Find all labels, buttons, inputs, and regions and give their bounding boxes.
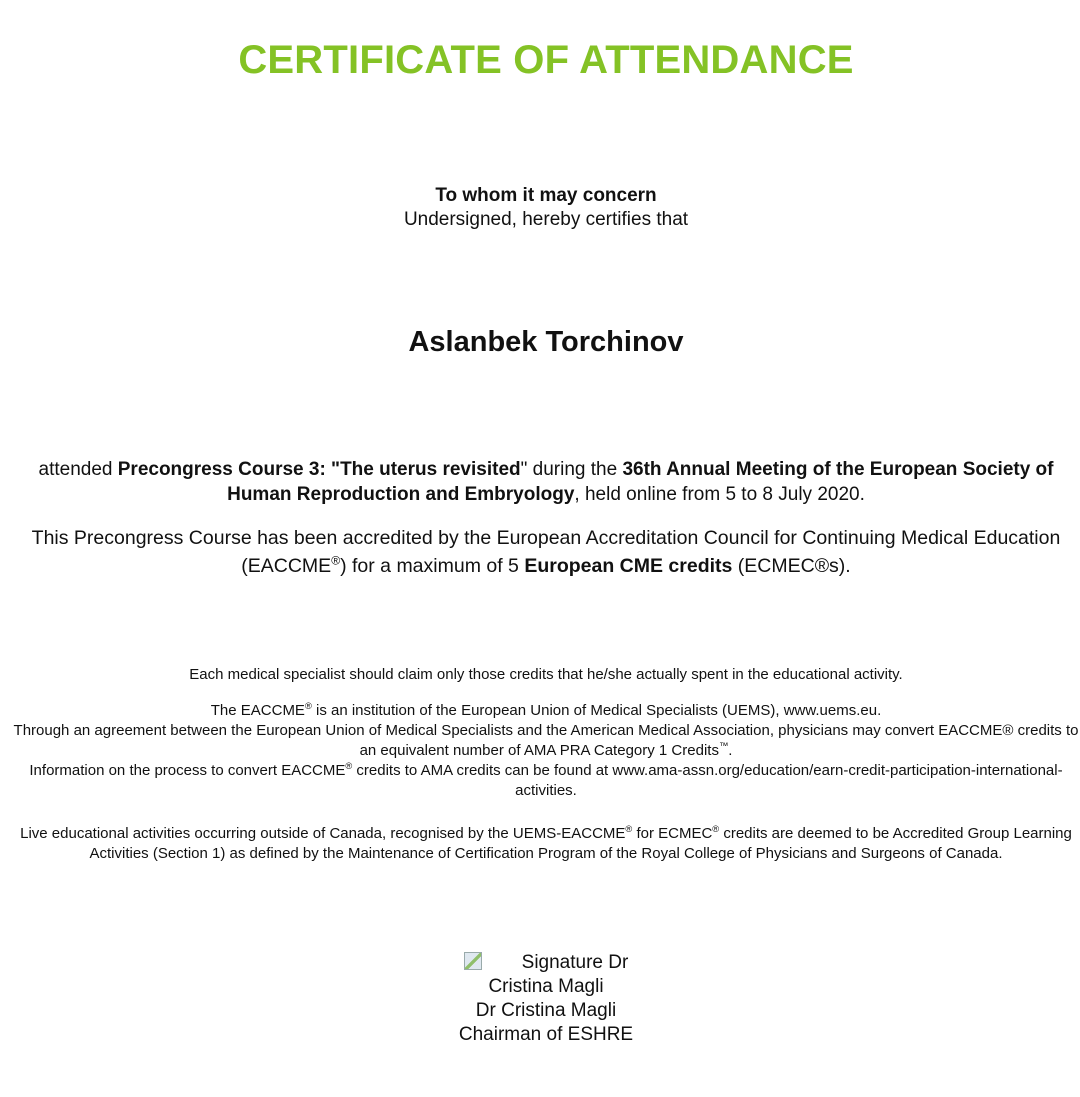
info-text-b: credits to AMA credits can be found at www.ama-assn.org/education/earn-credit-participation-international-activities. — [352, 762, 1063, 799]
agreement-text: Through an agreement between the European Union of Medical Specialists and the American Medical Association, physicians may convert EACCME® credits to an equivalent number of AMA PRA Category 1 Credits — [13, 722, 1079, 759]
info-text-a: Information on the process to convert EACCME — [29, 762, 346, 779]
accred-text-b: ) for a maximum of 5 — [340, 555, 525, 577]
live-text-c: credits are deemed to be Accredited Group Learning Activities (Section 1) as defined by the Maintenance of Certification Program of the Royal College of Physicians and Surgeons of Canada. — [89, 825, 1072, 862]
registered-mark: ® — [304, 701, 312, 711]
signature-block — [440, 951, 652, 1047]
agreement-line — [10, 721, 1080, 761]
signatory-name: Dr Cristina Magli — [475, 1000, 617, 1021]
accred-text-a: This Precongress Course has been accredited by the European Accreditation Council for Continuing Medical Education (EACCME — [31, 527, 1061, 577]
registered-mark: ® — [331, 553, 341, 568]
signature-alt-text: Signature Dr Cristina Magli — [488, 952, 629, 997]
canada-note — [10, 824, 1080, 864]
attendance-statement — [10, 458, 1080, 507]
accred-text-c: (ECMEC®s). — [732, 555, 851, 577]
registered-mark: ® — [625, 824, 633, 834]
held-text: , held online from 5 to 8 July 2020. — [574, 483, 865, 505]
meeting-name: 36th Annual Meeting of the European Society of Human Reproduction and Embryology — [227, 459, 1054, 505]
eaccme-text-a: The EACCME — [210, 702, 305, 719]
course-name: Precongress Course 3: "The uterus revisited — [117, 459, 521, 480]
certificate-title: CERTIFICATE OF ATTENDANCE — [238, 38, 854, 82]
cme-credits: European CME credits — [524, 555, 733, 577]
live-text-b: for ECMEC — [632, 825, 713, 842]
eaccme-line — [10, 701, 1080, 721]
broken-image-icon — [464, 952, 482, 970]
intro — [0, 184, 1080, 232]
signature-image — [440, 951, 652, 999]
registered-mark: ® — [345, 761, 353, 771]
accreditation-statement — [30, 524, 1062, 580]
trademark-mark: ™ — [718, 741, 729, 751]
agreement-period: . — [728, 742, 733, 759]
signatory-role: Chairman of ESHRE — [458, 1024, 634, 1045]
claim-note: Each medical specialist should claim only those credits that he/she actually spent in the educational activity. — [189, 666, 903, 683]
concern-line: To whom it may concern — [435, 185, 657, 206]
attended-text: attended — [38, 459, 118, 480]
registered-mark: ® — [712, 824, 720, 834]
eaccme-notes — [10, 701, 1080, 801]
info-line — [10, 761, 1080, 801]
certifies-line: Undersigned, hereby certifies that — [403, 209, 689, 230]
quote-end-text: " during the — [520, 459, 623, 480]
attendee-name: Aslanbek Torchinov — [408, 326, 684, 358]
eaccme-text-b: is an institution of the European Union of Medical Specialists (UEMS), www.uems.eu. — [311, 702, 882, 719]
live-text-a: Live educational activities occurring outside of Canada, recognised by the UEMS-EACCME — [20, 825, 626, 842]
